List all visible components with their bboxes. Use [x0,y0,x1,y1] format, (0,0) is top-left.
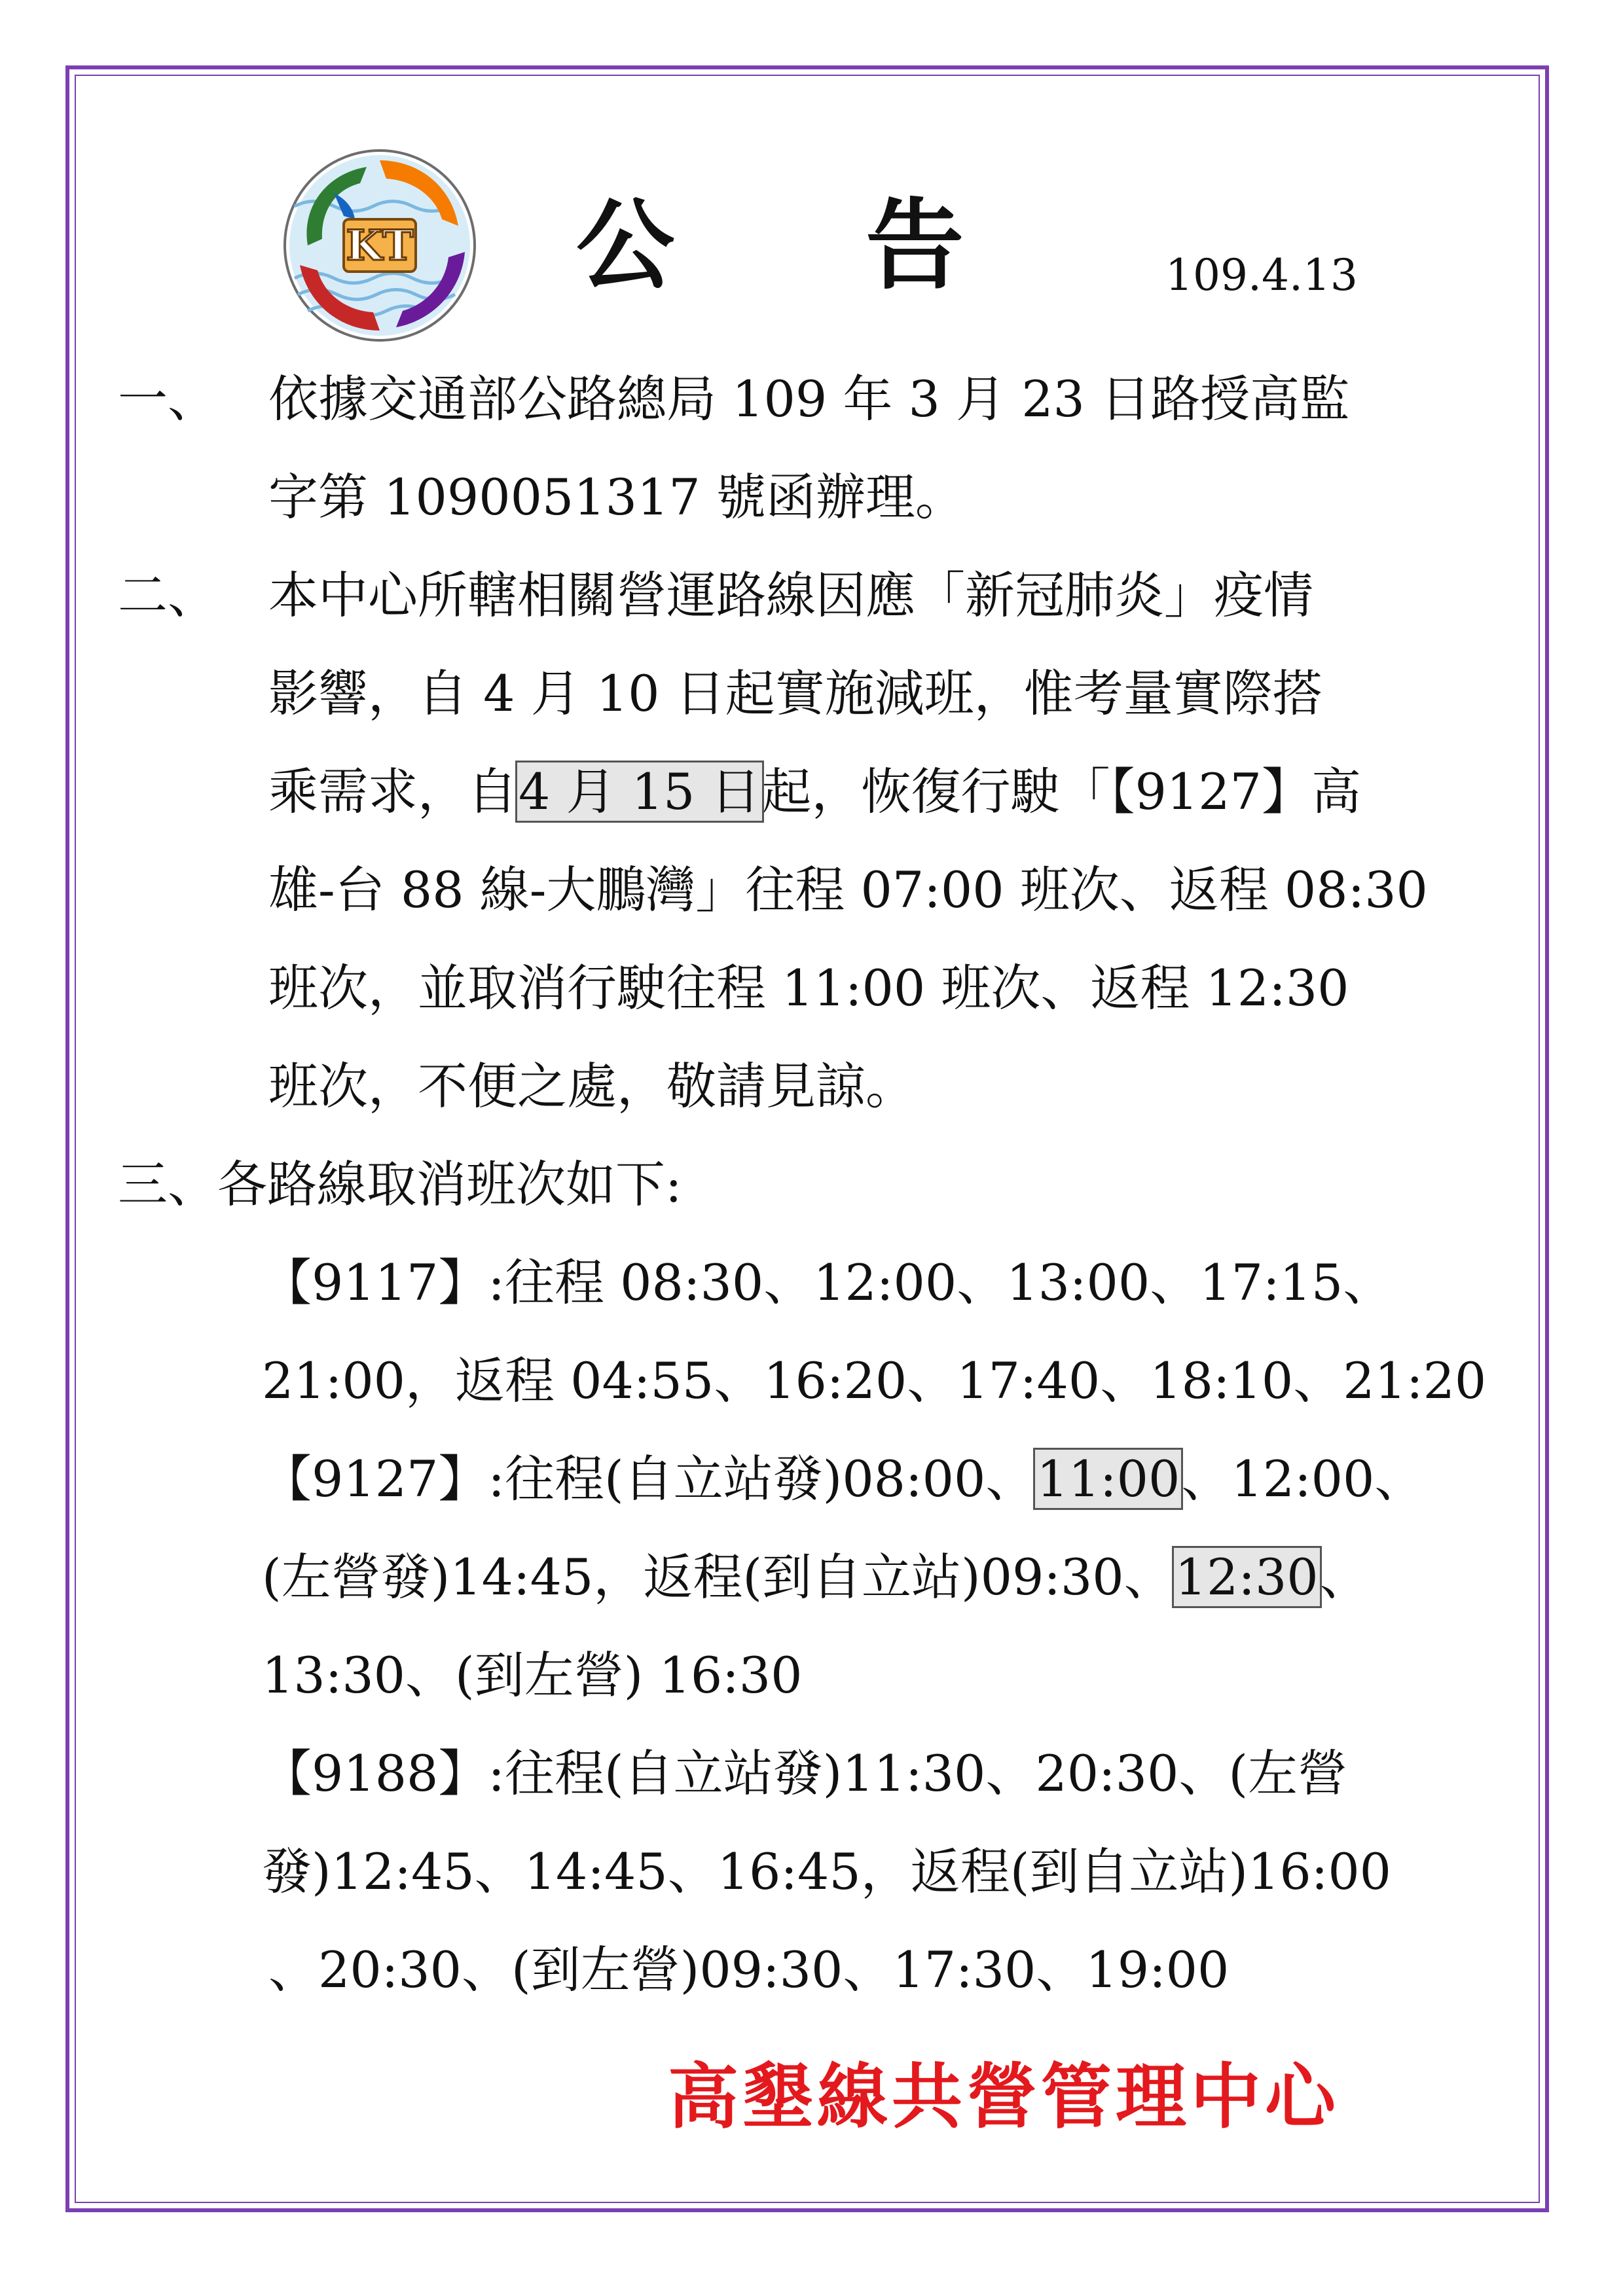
section2-line1: 本中心所轄相關營運路線因應「新冠肺炎」疫情 [268,566,1313,624]
section2-number: 二、 [118,566,217,624]
route-9117-line2: 21:00，返程 04:55、16:20、17:40、18:10、21:20 [262,1352,1487,1410]
route-9127-line3: 13:30、(到左營) 16:30 [262,1646,803,1704]
logo-text: KT [346,221,414,270]
highlight-time-1230: 12:30 [1175,1548,1319,1606]
route-9127-line1-b: 、12:00、 [1181,1450,1425,1508]
notice-date: 109.4.13 [1165,250,1358,300]
section1-line1: 依據交通部公路總局 109 年 3 月 23 日路授高監 [268,370,1350,428]
highlight-time-1100: 11:00 [1036,1450,1180,1508]
section3-heading: 三、各路線取消班次如下: [118,1155,682,1213]
signature: 高墾線共營管理中心 [668,2056,1340,2138]
route-9117-line1: 【9117】:往程 08:30、12:00、13:00、17:15、 [262,1253,1393,1312]
route-9127-line2-b: 、 [1319,1548,1370,1606]
route-9127-line2 [262,1548,1370,1606]
kt-logo-icon [282,147,478,344]
section2-line3-a: 乘需求，自 [268,762,517,821]
section2-line4: 雄-台 88 線-大鵬灣」往程 07:00 班次、返程 08:30 [268,861,1428,919]
route-9127-line1 [262,1450,1425,1508]
route-9188-line2: 發)12:45、14:45、16:45，返程(到自立站)16:00 [262,1842,1392,1901]
section2-line6: 班次，不便之處，敬請見諒。 [268,1057,915,1115]
route-9127-line1-a: 【9127】:往程(自立站發)08:00、 [262,1450,1036,1508]
page-title: 公 告 [576,188,1043,303]
route-9188-line1: 【9188】:往程(自立站發)11:30、20:30、(左營 [262,1744,1348,1803]
section2-line2: 影響，自 4 月 10 日起實施減班，惟考量實際搭 [268,664,1322,723]
section2-line5: 班次，並取消行駛往程 11:00 班次、返程 12:30 [268,959,1349,1017]
section2-line3-b: 起，恢復行駛「【9127】高 [761,762,1361,821]
highlight-date: 4 月 15 日 [519,762,761,821]
route-9188-line3: 、20:30、(到左營)09:30、17:30、19:00 [268,1941,1230,1999]
section1-line2: 字第 1090051317 號函辦理。 [268,468,965,526]
route-9127-line2-a: (左營發)14:45，返程(到自立站)09:30、 [262,1548,1174,1606]
section2-line3 [268,762,1361,821]
section1-number: 一、 [118,370,217,428]
